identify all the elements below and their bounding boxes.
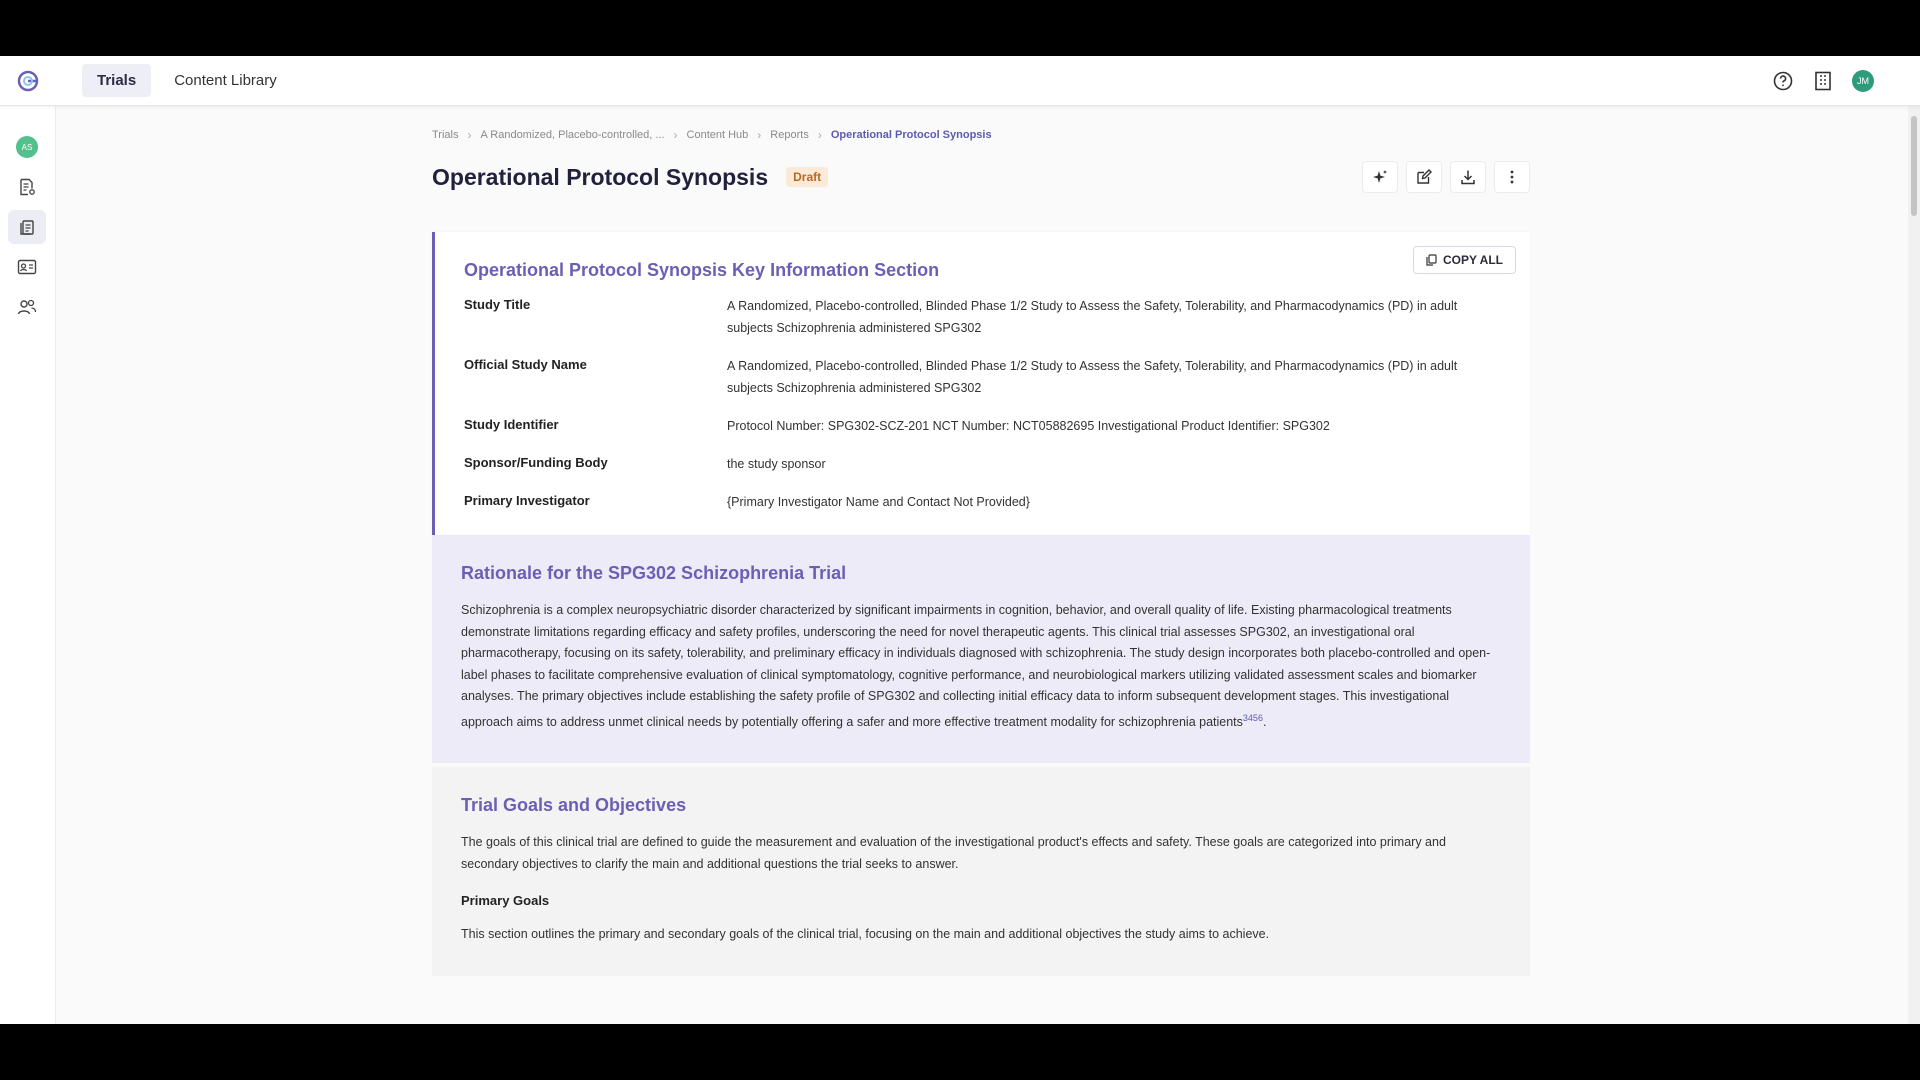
key-value: the study sponsor — [727, 457, 826, 471]
key-label: Sponsor/Funding Body — [464, 455, 608, 470]
breadcrumb-content-hub[interactable]: Content Hub — [686, 129, 749, 141]
sidebar-avatar-initials: AS — [16, 136, 38, 158]
citation-link[interactable]: 3456 — [1242, 712, 1263, 723]
sidebar — [0, 106, 56, 1024]
chevron-right-icon: › — [467, 128, 472, 142]
status-badge: Draft — [786, 167, 828, 187]
rationale-period: . — [1262, 714, 1267, 729]
key-info-row — [464, 297, 1500, 339]
rationale-text: Schizophrenia is a complex neuropsychiatric disorder characterized by significant impairments in cognition, behavior, and overall quality of life. Existing pharmacological treatments demonstrate limitations regarding efficacy and safety profiles, underscoring the need for novel therapeutic agents. This clinical trial assesses SPG302, an investigational oral pharmacotherapy, focusing on its safety, tolerability, and preliminary efficacy in individuals diagnosed with schizophrenia. The study design incorporates both placebo-controlled and open-label phases to facilitate comprehensive evaluation of clinical symptomatology, cognitive performance, and neurobiological markers utilizing validated assessment scales and biomarker analyses. The primary objectives include establishing the safety profile of SPG302 and collecting initial efficacy data to inform subsequent development stages. This investigational approach aims to address unmet clinical needs by potentially offering a safer and more effective treatment modality for schizophrenia patients — [461, 603, 1491, 729]
help-icon[interactable] — [1772, 70, 1794, 92]
breadcrumb-reports[interactable]: Reports — [770, 129, 809, 141]
key-info-row — [464, 357, 1500, 399]
building-icon[interactable] — [1812, 70, 1834, 92]
main-content — [432, 128, 1530, 976]
breadcrumb — [432, 128, 1530, 142]
user-avatar[interactable]: JM — [1852, 70, 1874, 92]
copy-icon — [1426, 254, 1437, 266]
sparkle-icon — [1372, 169, 1388, 185]
top-bar — [0, 56, 1920, 106]
key-label: Primary Investigator — [464, 493, 590, 508]
more-options-button[interactable] — [1494, 161, 1530, 193]
more-vertical-icon — [1510, 170, 1514, 184]
tab-content-library[interactable]: Content Library — [174, 72, 277, 89]
key-info-table — [464, 297, 1500, 513]
app-window — [0, 56, 1920, 1024]
key-info-row — [464, 493, 1500, 513]
breadcrumb-trial-name[interactable]: A Randomized, Placebo-controlled, ... — [480, 129, 665, 141]
app-logo[interactable] — [0, 70, 56, 92]
key-label: Study Identifier — [464, 417, 559, 432]
header-actions — [1362, 161, 1530, 193]
key-value: A Randomized, Placebo-controlled, Blinded Phase 1/2 Study to Assess the Safety, Tolerability, and Pharmacodynamics (PD) in adult subjects Schizophrenia administered SPG302 — [727, 299, 1458, 335]
primary-goals-paragraph: This section outlines the primary and secondary goals of the clinical trial, focusing on the main and additional objectives the study aims to achieve. — [461, 927, 1270, 942]
document-settings-icon[interactable] — [8, 170, 46, 204]
key-info-title: Operational Protocol Synopsis Key Information Section — [464, 260, 940, 280]
page-title: Operational Protocol Synopsis — [432, 163, 769, 190]
edit-button[interactable] — [1406, 161, 1442, 193]
goals-paragraph: The goals of this clinical trial are defined to guide the measurement and evaluation of the investigational product's effects and safety. These goals are categorized into primary and secondary objectives to clarify the main and additional questions the trial seeks to answer. — [461, 835, 1446, 871]
rationale-title: Rationale for the SPG302 Schizophrenia Trial — [461, 563, 847, 583]
sidebar-avatar[interactable] — [8, 130, 46, 164]
top-right-controls — [1772, 70, 1874, 92]
logo-icon — [17, 70, 39, 92]
page-scrollbar[interactable] — [1908, 106, 1920, 1024]
chevron-right-icon: › — [817, 128, 822, 142]
key-label: Study Title — [464, 297, 531, 312]
download-icon — [1460, 169, 1476, 185]
download-button[interactable] — [1450, 161, 1486, 193]
key-value: Protocol Number: SPG302-SCZ-201 NCT Number: NCT05882695 Investigational Product Identifier: SPG302 — [727, 419, 1330, 433]
users-icon[interactable] — [8, 290, 46, 324]
goals-title: Trial Goals and Objectives — [461, 795, 687, 816]
key-info-row — [464, 455, 1500, 475]
primary-goals-heading: Primary Goals — [461, 893, 550, 909]
key-value: {Primary Investigator Name and Contact Not Provided} — [727, 495, 1030, 509]
clipboard-copy-icon[interactable] — [8, 210, 46, 244]
chevron-right-icon: › — [757, 128, 762, 142]
rationale-paragraph — [461, 600, 1500, 733]
edit-icon — [1416, 169, 1432, 185]
id-card-icon[interactable] — [8, 250, 46, 284]
rationale-section — [432, 535, 1530, 763]
copy-all-button[interactable] — [1413, 246, 1516, 274]
tab-trials[interactable]: Trials — [82, 64, 151, 97]
chevron-right-icon: › — [673, 128, 678, 142]
key-label: Official Study Name — [464, 357, 587, 372]
copy-all-label: COPY ALL — [1442, 253, 1503, 267]
ai-sparkle-button[interactable] — [1362, 161, 1398, 193]
breadcrumb-trials[interactable]: Trials — [432, 129, 459, 141]
key-value: A Randomized, Placebo-controlled, Blinded Phase 1/2 Study to Assess the Safety, Tolerability, and Pharmacodynamics (PD) in adult subjects Schizophrenia administered SPG302 — [727, 359, 1458, 395]
breadcrumb-current: Operational Protocol Synopsis — [830, 129, 992, 141]
key-information-card — [432, 232, 1530, 535]
title-row — [432, 160, 1530, 194]
scrollbar-thumb[interactable] — [1911, 116, 1917, 216]
goals-section — [432, 767, 1530, 976]
nav-tabs — [82, 64, 292, 97]
key-info-row — [464, 417, 1500, 437]
